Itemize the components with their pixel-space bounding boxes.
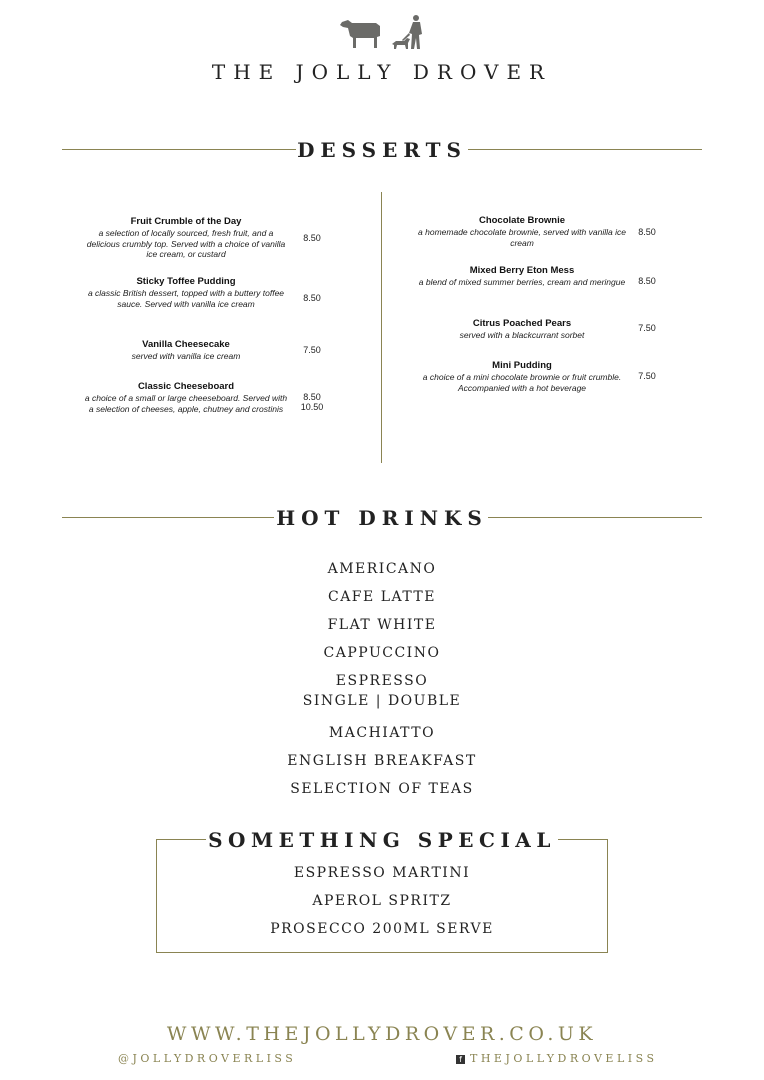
dessert-name: Classic Cheeseboard [137,381,235,392]
footer-website-link[interactable]: WWW.THEJOLLYDROVER.CO.UK [166,1023,598,1045]
dessert-name: Fruit Crumble of the Day [130,216,242,227]
dessert-name: Mini Pudding [492,360,552,371]
hot-drink-item: CAPPUCCINO [323,645,441,661]
dessert-price: 8.50 [303,233,321,243]
hot-drinks-title: HOT DRINKS [276,506,488,530]
dessert-name: Citrus Poached Pears [472,318,572,329]
facebook-icon: f [456,1055,465,1064]
desserts-column-divider [381,192,382,463]
special-title: SOMETHING SPECIAL [208,828,556,852]
dessert-name: Vanilla Cheesecake [142,339,230,350]
dessert-description: a choice of a mini chocolate brownie or fruit crumble. Accompanied with a hot beverage [422,372,622,393]
dessert-item [82,276,290,309]
dessert-description: served with a blackcurrant sorbet [459,330,585,340]
hot-drink-item: AMERICANO [327,561,437,577]
special-item: ESPRESSO MARTINI [293,865,471,881]
dessert-description: a choice of a small or large cheeseboard. Served with a selection of cheeses, apple, chutney and crostinis [84,393,288,414]
hot-drink-item: ESPRESSO [335,673,429,689]
footer-facebook-label: THEJOLLYDROVELISS [470,1052,658,1065]
dessert-description: a classic British dessert, topped with a buttery toffee sauce. Served with vanilla ice cream [87,288,285,309]
dessert-price-large: 10.50 [300,402,324,412]
dessert-item [82,381,290,414]
hot-drink-item: ENGLISH BREAKFAST [287,753,477,769]
hot-drink-item: SINGLE | DOUBLE [302,693,462,709]
hot-drink-item: MACHIATTO [328,725,436,741]
dessert-price: 7.50 [638,323,656,333]
special-item: PROSECCO 200ML SERVE [270,921,494,937]
dessert-name: Sticky Toffee Pudding [136,276,236,287]
cow-and-drover-logo-icon [336,14,428,56]
dessert-price: 8.50 [638,276,656,286]
dessert-name: Mixed Berry Eton Mess [469,265,575,276]
desserts-title: DESSERTS [297,138,467,162]
dessert-name: Chocolate Brownie [478,215,566,226]
brand-name: THE JOLLY DROVER [211,60,553,84]
dessert-description: a blend of mixed summer berries, cream and meringue [418,277,626,287]
special-item: APEROL SPRITZ [312,893,452,909]
dessert-item [418,265,626,288]
dessert-price: 8.50 [303,293,321,303]
dessert-item [418,215,626,248]
hot-drink-item: SELECTION OF TEAS [290,781,474,797]
footer-facebook-handle[interactable] [456,1052,657,1065]
dessert-price: 7.50 [638,371,656,381]
dessert-price: 7.50 [303,345,321,355]
dessert-price-small: 8.50 [303,392,321,402]
dessert-item [418,360,626,393]
dessert-description: a selection of locally sourced, fresh fruit, and a delicious crumbly top. Served with a choice of vanilla ice cream, or custard [86,228,286,259]
dessert-item [82,339,290,362]
hot-drink-item: FLAT WHITE [327,617,437,633]
footer-instagram-handle[interactable]: @JOLLYDROVERLISS [118,1052,297,1065]
dessert-description: a homemade chocolate brownie, served with vanilla ice cream [418,227,626,248]
dessert-item [82,216,290,260]
dessert-price [292,392,332,412]
hot-drink-item: CAFE LATTE [327,589,436,605]
dessert-item [418,318,626,341]
dessert-price: 8.50 [638,227,656,237]
dessert-description: served with vanilla ice cream [131,351,241,361]
